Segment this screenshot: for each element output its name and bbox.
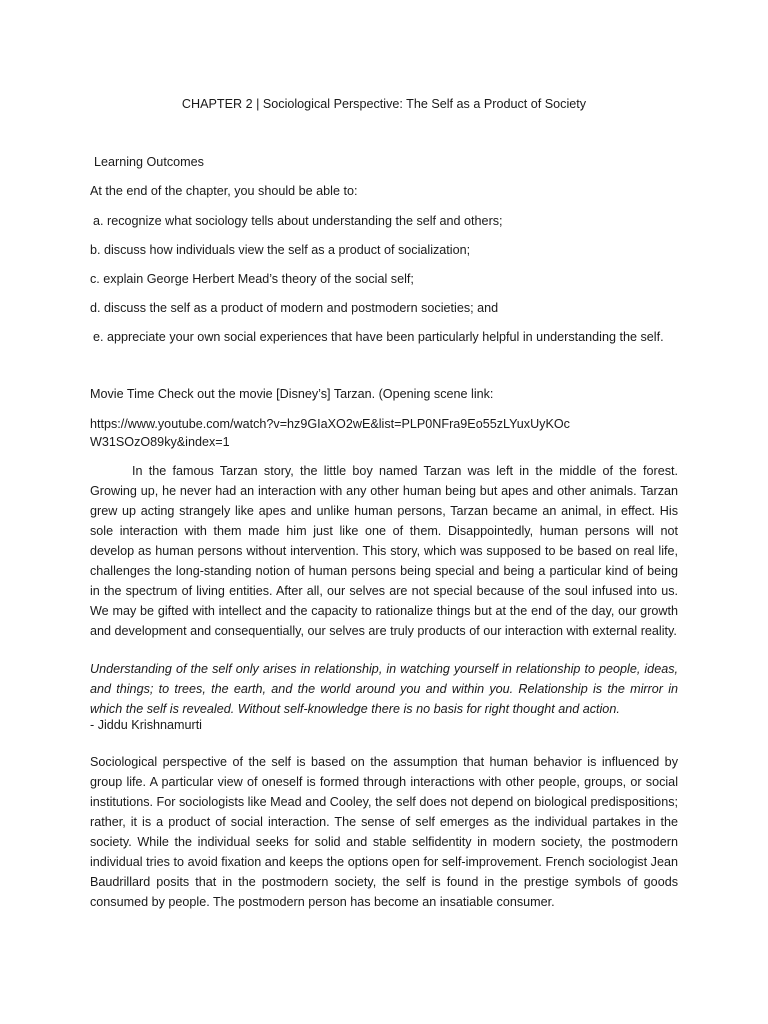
outcome-item-b: b. discuss how individuals view the self as a product of socialization; — [90, 243, 471, 257]
youtube-link-line-2[interactable]: W31SOzO89ky&index=1 — [90, 435, 230, 449]
chapter-title: CHAPTER 2 | Sociological Perspective: The Self as a Product of Society — [181, 97, 587, 111]
youtube-link-line-1[interactable]: https://www.youtube.com/watch?v=hz9GIaXO2wE&list=PLP0NFra9Eo55zLYuxUyKOc — [90, 417, 570, 431]
krishnamurti-quote: Understanding of the self only arises in relationship, in watching yourself in relationship to people, ideas, and things; to trees, the earth, and the world around you and within you. Relationship is the mirror in which the self is revealed. Without self-knowledge there is no basis for right thought and action. — [90, 662, 678, 716]
learning-outcomes-heading: Learning Outcomes — [94, 155, 204, 169]
outcome-item-c: c. explain George Herbert Mead’s theory of the social self; — [90, 272, 414, 286]
outcome-item-d: d. discuss the self as a product of modern and postmodern societies; and — [90, 301, 499, 315]
outcome-item-e: e. appreciate your own social experiences that have been particularly helpful in understanding the self. — [93, 330, 664, 344]
sociology-paragraph: Sociological perspective of the self is based on the assumption that human behavior is influenced by group life. A particular view of oneself is formed through interactions with other people, groups, or social institutions. For sociologists like Mead and Cooley, the self does not depend on biological predispositions; rather, it is a product of social interaction. The sense of self emerges as the individual partakes in the society. While the individual seeks for solid and stable selfidentity in modern society, the postmodern individual tries to avoid fixation and keeps the options open for self-improvement. French sociologist Jean Baudrillard posits that in the postmodern society, the self is found in the prestige symbols of goods consumed by people. The postmodern person has become an insatiable consumer. — [90, 755, 678, 909]
quote-author: - Jiddu Krishnamurti — [90, 718, 202, 732]
tarzan-paragraph: In the famous Tarzan story, the little boy named Tarzan was left in the middle of the forest. Growing up, he never had an interaction with any other human being but apes and other animals. Tarzan grew up acting strangely like apes and unlike human persons, Tarzan became an animal, in effect. His sole interaction with them made him just like one of them. Disappointedly, human persons will not develop as human persons without intervention. This story, which was supposed to be based on real life, challenges the long-standing notion of human persons being special and being a particular kind of being in the spectrum of living entities. After all, our selves are not special because of the soul infused into us. We may be gifted with intellect and the capacity to rationalize things but at the end of the day, our growth and development and consequentially, our selves are truly products of our interaction with external reality. — [90, 464, 678, 638]
movie-time-text: Movie Time Check out the movie [Disney’s] Tarzan. (Opening scene link: — [90, 387, 494, 401]
outcome-item-a: a. recognize what sociology tells about understanding the self and others; — [93, 214, 503, 228]
outcomes-intro: At the end of the chapter, you should be able to: — [90, 184, 358, 198]
